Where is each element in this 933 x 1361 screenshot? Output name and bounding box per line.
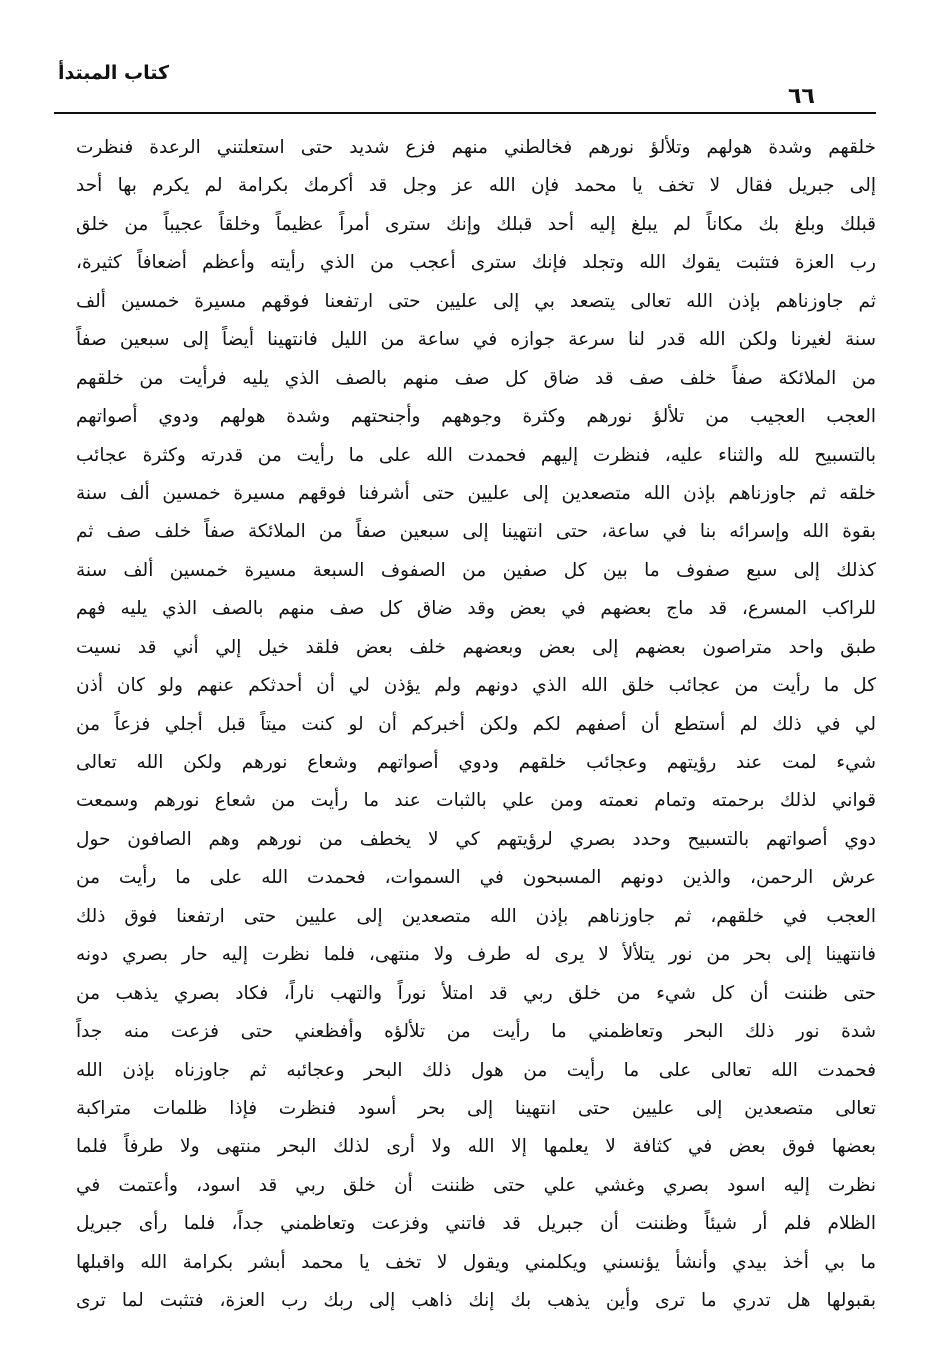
- text-line: بعضها فوق بعض في كثافة لا يعلمها إلا الله ولا أرى لذلك البحر منتهى ولا طرفاً فلما: [76, 1136, 876, 1158]
- text-line: الظلام فلم أر شيئاً وظننت أن جبريل قد فاتني وفزعت وتعاظمني جداً، فلما رأى جبريل: [76, 1213, 876, 1235]
- text-line: كل ما رأيت من عجائب خلق الله الذي دونهم ولم يؤذن لي أن أحدثكم عنهم ولو كان أذن: [76, 675, 876, 697]
- text-line: نظرت إليه اسود بصري وغشي علي حتى ظننت أن خلق ربي قد اسود، وأعتمت في: [76, 1174, 876, 1196]
- text-line: بقبولها هل تدري ما ترى وأين يذهب بك إنك ذاهب إلى ربك رب العزة، فتثبت لما ترى: [76, 1290, 876, 1312]
- body-text: [76, 129, 876, 1321]
- text-line: ما بي أخذ بيدي وأنشأ يؤنسني ويكلمني ويقول لا تخف يا محمد أبشر بكرامة الله واقبلها: [76, 1251, 876, 1273]
- text-line: بالتسبيح لله والثناء عليه، فنظرت إليهم فحمدت الله على ما رأيت من قدرته وكثرة عجائب: [76, 444, 876, 466]
- header-rule: [54, 112, 876, 114]
- text-line: عرش الرحمن، والذين دونهم المسبحون في السموات، فحمدت الله على ما رأيت من: [76, 867, 876, 889]
- text-line: ثم جاوزناهم بإذن الله تعالى يتصعد بي إلى عليين حتى ارتفعنا فوقهم مسيرة خمسين ألف: [76, 290, 876, 312]
- text-line: طبق واحد متراصون بعضهم إلى بعض وبعضهم خلف بعض فلقد خيل إلي أني قد نسيت: [76, 636, 876, 658]
- text-line: سنة لغيرنا ولكن الله قدر لنا سرعة جوازه في ساعة من الليل فانتهينا أيضاً إلى سبعين صفاً: [76, 329, 876, 351]
- text-line: من الملائكة صفاً خلف صف قد ضاق كل صف منهم بالصف الذي يليه فرأيت من خلقهم: [76, 367, 876, 389]
- text-line: فانتهينا إلى بحر من نور يتلألأ لا يرى له طرف ولا منتهى، فلما نظرت إليه حار بصري دونه: [76, 944, 876, 966]
- text-line: قبلك وبلغ بك مكاناً لم يبلغ إليه أحد قبلك وإنك سترى أمراً عظيماً وخلقاً عجيباً من خلق: [76, 213, 876, 235]
- text-line: العجب العجيب من تلألؤ نورهم وكثرة وجوههم وأجنحتهم وشدة هولهم ودوي أصواتهم: [76, 406, 876, 428]
- text-line: فحمدت الله تعالى على ما رأيت من هول ذلك البحر وعجائبه ثم جاوزناه بإذن الله: [76, 1059, 876, 1081]
- page-number: ٦٦: [788, 84, 815, 109]
- text-line: قواني لذلك برحمته وتمام نعمته ومن علي بالثبات عند ما رأيت من شعاع نورهم وسمعت: [76, 790, 876, 812]
- text-line: دوي أصواتهم بالتسبيح وحدد بصري لرؤيتهم كي لا يخطف من نورهم وهم الصافون حول: [76, 828, 876, 850]
- text-line: بقوة الله وإسرائه بنا في ساعة، حتى انتهينا إلى سبعين صفاً من الملائكة صفاً خلف صف ثم: [76, 521, 876, 543]
- book-title: كتاب المبتدأ: [58, 62, 170, 84]
- text-line: لي في ذلك لم أستطع أن أصفهم لكم ولكن أخبركم أن لو كنت ميتاً قبل أجلي فزعاً من: [76, 713, 876, 735]
- text-line: شيء لمت عند رؤيتهم وعجائب خلقهم ودوي أصواتهم وشعاع نورهم ولكن الله تعالى: [76, 752, 876, 773]
- text-line: العجب في خلقهم، ثم جاوزناهم بإذن الله متصعدين إلى عليين حتى ارتفعنا فوق ذلك: [76, 905, 876, 927]
- text-line: رب العزة فتثبت يقوك الله وتجلد فإنك سترى أعجب من الذي رأيته وأعظم أضعافاً كثيرة،: [76, 252, 876, 274]
- text-line: إلى جبريل فقال لا تخف يا محمد فإن الله عز وجل قد أكرمك بكرامة لم يكرم بها أحد: [76, 175, 876, 197]
- text-line: شدة نور ذلك البحر وتعاظمني ما رأيت من تلألؤه وأفظعني حتى فزعت منه جداً: [76, 1021, 876, 1043]
- text-line: خلقهم وشدة هولهم وتلألؤ نورهم فخالطني منهم فزع شديد حتى استعلتني الرعدة فنظرت: [76, 137, 876, 158]
- text-line: للراكب المسرع، قد ماج بعضهم في بعض وقد ضاق كل صف منهم بالصف الذي يليه فهم: [76, 598, 876, 620]
- text-line: تعالى متصعدين إلى عليين حتى انتهينا إلى بحر أسود فنظرت فإذا ظلمات متراكبة: [76, 1097, 876, 1119]
- text-line: خلقه ثم جاوزناهم بإذن الله متصعدين إلى عليين حتى أشرفنا فوقهم مسيرة خمسين ألف سنة: [76, 482, 876, 504]
- text-line: حتى ظننت أن كل شيء من خلق ربي قد امتلأ نوراً والتهب ناراً، فكاد بصري يذهب من: [76, 982, 876, 1004]
- text-line: كذلك إلى سبع صفوف ما بين كل صفين من الصفوف السبعة مسيرة خمسين ألف سنة: [76, 559, 876, 581]
